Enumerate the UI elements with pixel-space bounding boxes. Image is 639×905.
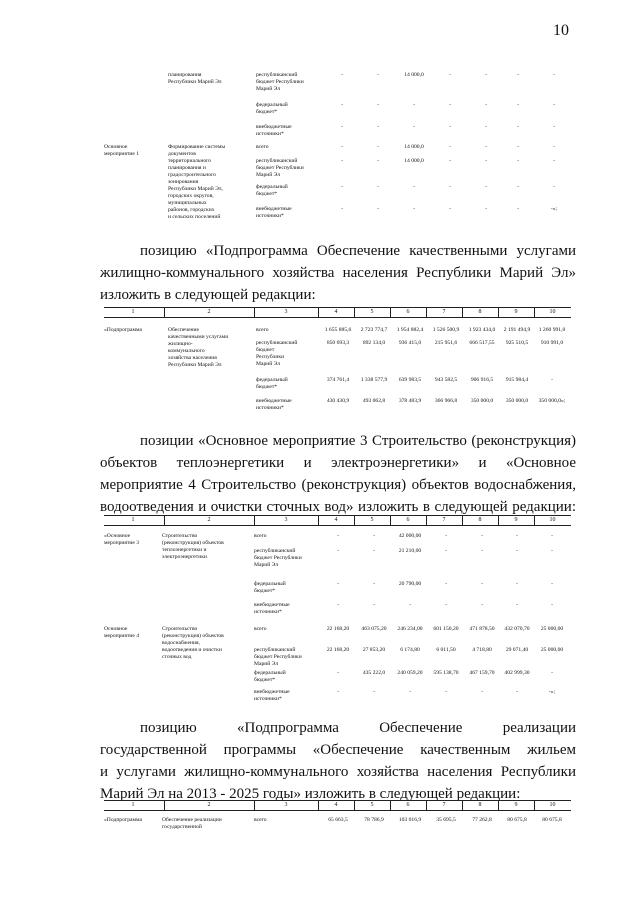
table-subprogram-housing-services <box>104 307 571 414</box>
table-row: планирования Республики Марий Эл республиканский бюджет Республики Марий Эл - - 14 000,0 - - - - <box>168 72 555 92</box>
table-row: федеральный бюджет* - - - - - - - <box>256 184 555 197</box>
table-row: республиканский бюджет Республики Марий Эл 850 693,3 892 134,0 936 415,0 215 951,6 666 517,55 925 510,5 910 991,0 <box>256 340 564 367</box>
table-row: внебюджетные источники* 430 430,9 493 062,8 378 483,9 366 966,8 350 000,0 350 000,0 350 000,0»; <box>256 398 566 411</box>
table-row: республиканский бюджет Республики Марий Эл - - 21 210,00 - - - - <box>254 548 553 568</box>
table-row: внебюджетные источники* - - - - - - -»; <box>254 689 556 702</box>
table-header: 1 2 3 4 5 6 7 8 9 10 <box>104 307 571 318</box>
table-row: внебюджетные источники* - - - - - - -»; <box>256 206 558 219</box>
table-row: республиканский бюджет Республики Марий Эл - - 14 000,0 - - - - <box>256 158 555 178</box>
table-row: республиканский бюджет Республики Марий Эл 22 168,20 27 853,20 6 174,80 6 011,50 4 718,80 29 071,40 25 000,00 <box>254 647 564 667</box>
table-main-measures-3-4 <box>104 515 571 705</box>
table-row: федеральный бюджет* - - 20 790,00 - - - - <box>254 581 553 594</box>
amendment-paragraph-3: позицию «Подпрограмма Обеспечение реализации государственной программы «Обеспечение качественным жильем и услугами жилищно-коммунального хозяйства населения Республики Марий Эл на 2013 - 2025 годы» изложить в следующей редакции: <box>100 720 576 802</box>
amendment-paragraph-2: позиции «Основное мероприятие 3 Строительство (реконструкция) объектов теплоэнергетики и электроэнергетики» и «Основное мероприятие 4 Строительство (реконструкция) объектов водоснабжения, водоотведения и очистки сточных вод» изложить в следующей редакции: <box>100 433 576 515</box>
table-row: Основное мероприятие 4 Строительство (реконструкция) объектов водоснабжения, водоотведения и очистки сточных вод всего 22 168,20 463 075,20 246 234,00 601 150,20 471 878,50 432 070,70 25 000,00 <box>104 626 564 660</box>
table-row: внебюджетные источники* - - - - - - - <box>256 124 555 137</box>
table-continued <box>104 72 571 222</box>
table-row: «Подпрограмма Обеспечение качественными услугами жилищно- коммунального хозяйства населения Республики Марий Эл всего 1 655 885,6 2 723 774,7 1 954 882,4 1 526 500,9 1 923 434,0 2 191 494,9 1 260 991,0 <box>104 327 566 368</box>
table-row: федеральный бюджет* - 435 222,0 240 059,20 595 138,70 467 159,70 402 999,30 - <box>254 670 553 683</box>
table-row: федеральный бюджет* 374 761,4 1 338 577,9 639 983,5 943 582,5 906 916,5 915 984,4 - <box>256 377 553 390</box>
table-row: Основное мероприятие 1 Формирование системы документов территориального планирования и градостроительного зонирования Республики Марий Эл, городских округов, муниципальных районов, городских и сельских поселений всего - - 14 000,0 - - - - <box>104 144 555 220</box>
table-header: 1 2 3 4 5 6 7 8 9 10 <box>104 515 571 526</box>
table-row: «Подпрограмма Обеспечение реализации государственной всего 65 663,5 78 786,9 103 016,9 35 695,5 77 262,8 80 675,8 80 675,8 <box>104 817 562 830</box>
table-row: федеральный бюджет* - - - - - - - <box>256 102 555 115</box>
table-header: 1 2 3 4 5 6 7 8 9 10 <box>104 800 571 811</box>
table-row: «Основное мероприятие 3 Строительство (реконструкция) объектов теплоэнергетики и электроэнергетики всего - - 42 000,00 - - - - <box>104 533 553 560</box>
table-subprogram-implementation <box>104 800 571 837</box>
amendment-paragraph-1: позицию «Подпрограмма Обеспечение качественными услугами жилищно-коммунального хозяйства населения Республики Марий Эл» изложить в следующей редакции: <box>100 243 576 303</box>
page-number: 10 <box>553 22 569 39</box>
table-row: внебюджетные источники* - - - - - - - <box>254 602 553 615</box>
